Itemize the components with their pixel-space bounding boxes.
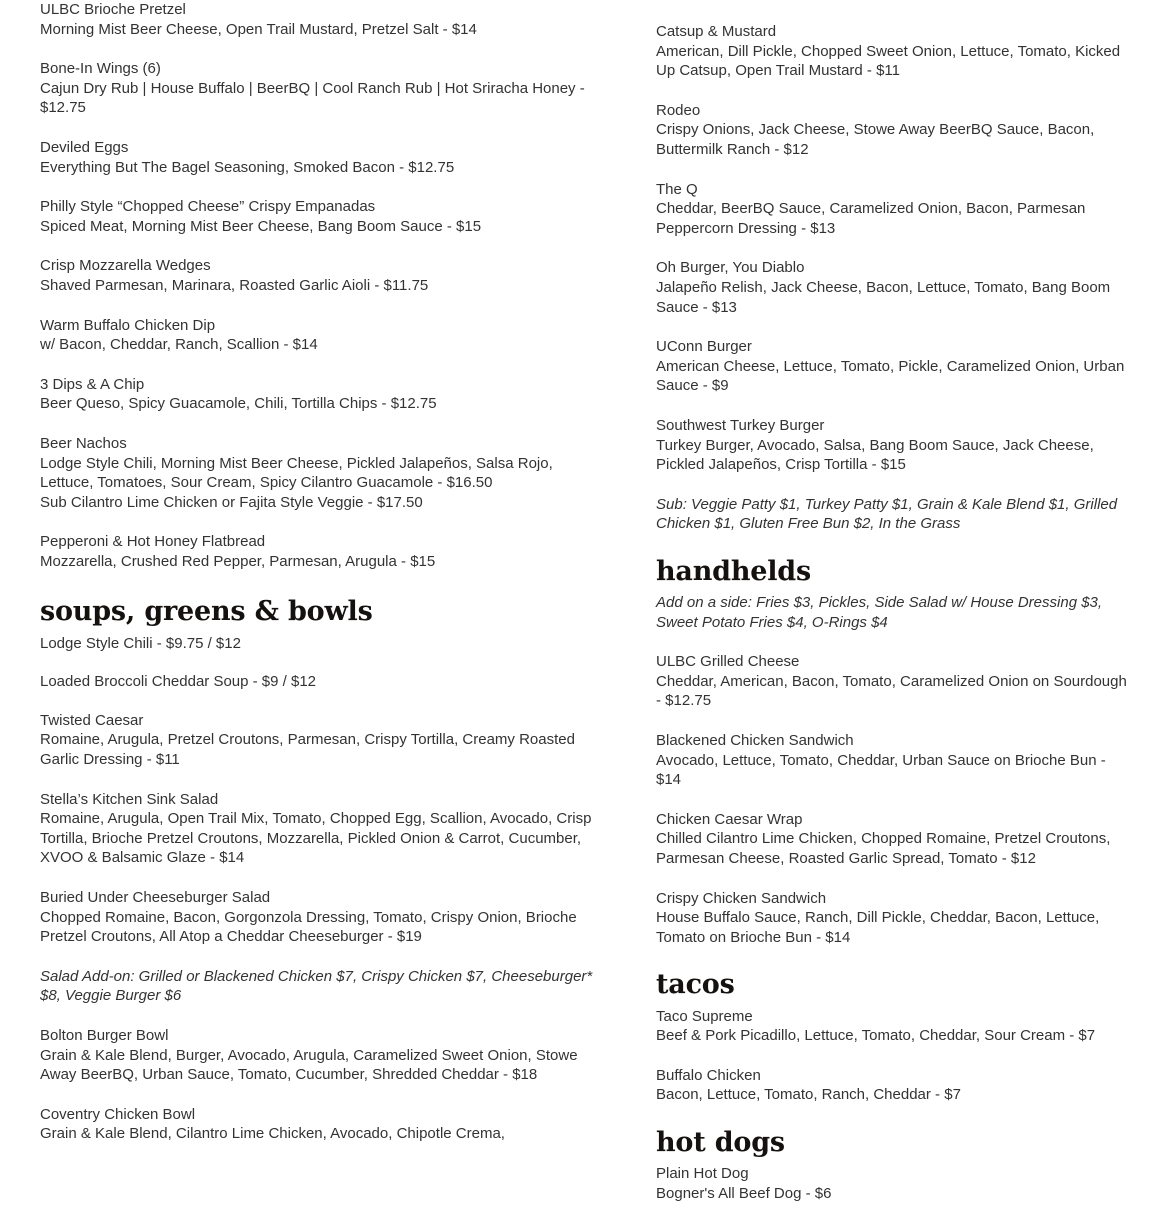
menu-item-name: Coventry Chicken Bowl [40, 1105, 196, 1123]
menu-item [656, 180, 1132, 239]
menu-item [656, 22, 1132, 81]
menu-note-text: Sub: Veggie Patty $1, Turkey Patty $1, Grain & Kale Blend $1, Grilled Chicken $1, Gluten Free Bun $2, In the Grass [656, 495, 1118, 533]
menu-item-name: Taco Supreme [656, 1007, 753, 1025]
menu-item-name: Blackened Chicken Sandwich [656, 732, 854, 750]
menu-item-name: Deviled Eggs [40, 138, 129, 156]
menu-item [656, 337, 1132, 396]
menu-item-description: Cajun Dry Rub | House Buffalo | BeerBQ | Cool Ranch Rub | Hot Sriracha Honey - $12.75 [40, 79, 585, 117]
menu-note [656, 495, 1132, 534]
menu-item-description: Beef & Pork Picadillo, Lettuce, Tomato, Cheddar, Sour Cream - $7 [656, 1027, 1096, 1045]
section-heading: tacos [656, 969, 735, 1001]
menu-item-name: ULBC Brioche Pretzel [40, 1, 186, 18]
menu-item-name: Bolton Burger Bowl [40, 1027, 169, 1045]
menu-item-name: Catsup & Mustard [656, 23, 777, 40]
menu-column-right [628, 0, 1150, 1223]
menu-item-name: Crisp Mozzarella Wedges [40, 257, 211, 275]
menu-item-name: Crispy Chicken Sandwich [656, 889, 827, 907]
menu-item [40, 138, 610, 177]
menu-item-name: Beer Nachos [40, 434, 127, 452]
menu-item-description: Everything But The Bagel Seasoning, Smoked Bacon - $12.75 [40, 158, 455, 176]
menu-item [40, 434, 610, 512]
menu-item-description: Grain & Kale Blend, Burger, Avocado, Arugula, Caramelized Sweet Onion, Stowe Away BeerBQ, Urban Sauce, Tomato, Cucumber, Shredded Cheddar - $18 [40, 1046, 578, 1084]
menu-item-name: Pepperoni & Hot Honey Flatbread [40, 533, 266, 551]
menu-item [656, 1066, 1132, 1105]
menu-item [40, 790, 610, 868]
section-heading: soups, greens & bowls [40, 596, 373, 628]
menu-item-description: Cheddar, American, Bacon, Tomato, Caramelized Onion on Sourdough - $12.75 [656, 672, 1127, 710]
menu-item-description: Lodge Style Chili, Morning Mist Beer Cheese, Pickled Jalapeños, Salsa Rojo, Lettuce, Tomatoes, Sour Cream, Spicy Cilantro Guacamole - $16.50 [40, 454, 553, 492]
menu-item-description: Bacon, Lettuce, Tomato, Ranch, Cheddar - $7 [656, 1086, 961, 1104]
menu-item-description-extra: Sub Cilantro Lime Chicken or Fajita Style Veggie - $17.50 [40, 493, 423, 511]
menu-item [656, 810, 1132, 869]
menu-item [656, 101, 1132, 160]
menu-item [40, 316, 610, 355]
menu-item [656, 258, 1132, 317]
menu-item-description: Beer Queso, Spicy Guacamole, Chili, Tortilla Chips - $12.75 [40, 395, 437, 413]
menu-item-description: w/ Bacon, Cheddar, Ranch, Scallion - $14 [40, 336, 318, 354]
menu-item-name: Southwest Turkey Burger [656, 416, 825, 434]
menu-item-description: American, Dill Pickle, Chopped Sweet Onion, Lettuce, Tomato, Kicked Up Catsup, Open Trail Mustard - $11 [656, 42, 1121, 80]
menu-item-description: Morning Mist Beer Cheese, Open Trail Mustard, Pretzel Salt - $14 [40, 20, 477, 38]
menu-item-name: Bone-In Wings (6) [40, 60, 161, 78]
menu-item [40, 1026, 610, 1085]
menu-item-description: American Cheese, Lettuce, Tomato, Pickle, Caramelized Onion, Urban Sauce - $9 [656, 357, 1125, 395]
menu-item-name: Buried Under Cheeseburger Salad [40, 889, 271, 907]
menu-item [40, 59, 610, 118]
menu-item-name: The Q [656, 180, 698, 198]
menu-item-description: Cheddar, BeerBQ Sauce, Caramelized Onion, Bacon, Parmesan Peppercorn Dressing - $13 [656, 200, 1086, 237]
menu-item-description: House Buffalo Sauce, Ranch, Dill Pickle, Cheddar, Bacon, Lettuce, Tomato on Brioche Bun - $14 [656, 909, 1100, 946]
menu-item [40, 711, 610, 770]
menu-item-line: Loaded Broccoli Cheddar Soup - $9 / $12 [40, 673, 317, 691]
menu-item-line: Lodge Style Chili - $9.75 / $12 [40, 634, 241, 652]
menu-item-description: Grain & Kale Blend, Cilantro Lime Chicken, Avocado, Chipotle Crema, [40, 1125, 505, 1143]
menu-item [40, 256, 610, 295]
menu-item-description: Chilled Cilantro Lime Chicken, Chopped Romaine, Pretzel Croutons, Parmesan Cheese, Roasted Garlic Spread, Tomato - $12 [656, 830, 1111, 868]
menu-item-name: 3 Dips & A Chip [40, 375, 145, 393]
menu-item [656, 731, 1132, 790]
menu-item-name: Stella’s Kitchen Sink Salad [40, 790, 219, 808]
menu-item-name: Plain Hot Dog [656, 1165, 749, 1183]
menu-item [40, 375, 610, 414]
menu-item [656, 1007, 1132, 1046]
menu-item-description: Romaine, Arugula, Open Trail Mix, Tomato, Chopped Egg, Scallion, Avocado, Crisp Tortilla, Brioche Pretzel Croutons, Mozzarella, Pickled Onion & Carrot, Cucumber, XVOO & Balsamic Glaze - $14 [40, 810, 592, 867]
section-heading: handhelds [656, 555, 811, 587]
menu-item-description: Shaved Parmesan, Marinara, Roasted Garlic Aioli - $11.75 [40, 276, 429, 294]
menu-item-description: Jalapeño Relish, Jack Cheese, Bacon, Lettuce, Tomato, Bang Boom Sauce - $13 [656, 278, 1111, 316]
menu-item-description: Avocado, Lettuce, Tomato, Cheddar, Urban Sauce on Brioche Bun - $14 [656, 751, 1106, 789]
menu-item-description: Romaine, Arugula, Pretzel Croutons, Parmesan, Crispy Tortilla, Creamy Roasted Garlic Dressing - $11 [40, 731, 575, 769]
menu-item-name: Buffalo Chicken [656, 1066, 761, 1084]
menu-note-text: Salad Add-on: Grilled or Blackened Chicken $7, Crispy Chicken $7, Cheeseburger* $8, Veggie Burger $6 [40, 967, 593, 1005]
menu-item-description: Spiced Meat, Morning Mist Beer Cheese, Bang Boom Sauce - $15 [40, 217, 482, 235]
menu-item [40, 0, 610, 39]
menu-item-name: Rodeo [656, 101, 701, 119]
menu-item-name: ULBC Grilled Cheese [656, 653, 800, 671]
menu-item-name: Chicken Caesar Wrap [656, 810, 803, 828]
menu-item-name: Oh Burger, You Diablo [656, 259, 805, 277]
menu-item [656, 1164, 1132, 1203]
menu-note-text: Add on a side: Fries $3, Pickles, Side Salad w/ House Dressing $3, Sweet Potato Fries $4, O-Rings $4 [656, 594, 1103, 631]
menu-note [40, 967, 610, 1006]
menu-note [656, 593, 1132, 632]
menu-item [40, 532, 610, 571]
menu-item-description: Crispy Onions, Jack Cheese, Stowe Away BeerBQ Sauce, Bacon, Buttermilk Ranch - $12 [656, 121, 1095, 158]
menu-item [656, 652, 1132, 711]
menu-item-description: Bogner's All Beef Dog - $6 [656, 1184, 832, 1202]
menu-item [40, 1105, 610, 1144]
menu-item-name: Twisted Caesar [40, 711, 144, 729]
menu-item-description: Turkey Burger, Avocado, Salsa, Bang Boom Sauce, Jack Cheese, Pickled Jalapeños, Crisp Tortilla - $15 [656, 436, 1094, 474]
menu-item-name: Warm Buffalo Chicken Dip [40, 316, 216, 334]
menu-item-description: Mozzarella, Crushed Red Pepper, Parmesan, Arugula - $15 [40, 552, 436, 570]
menu-item-name: Philly Style “Chopped Cheese” Crispy Empanadas [40, 198, 376, 216]
menu-item-name: UConn Burger [656, 338, 752, 356]
menu-item [656, 416, 1132, 475]
menu-item [40, 888, 610, 947]
menu-item [656, 889, 1132, 948]
section-heading: hot dogs [656, 1127, 785, 1159]
menu-item [40, 197, 610, 236]
menu-item-description: Chopped Romaine, Bacon, Gorgonzola Dressing, Tomato, Crispy Onion, Brioche Pretzel Croutons, All Atop a Cheddar Cheeseburger - $19 [40, 908, 577, 946]
